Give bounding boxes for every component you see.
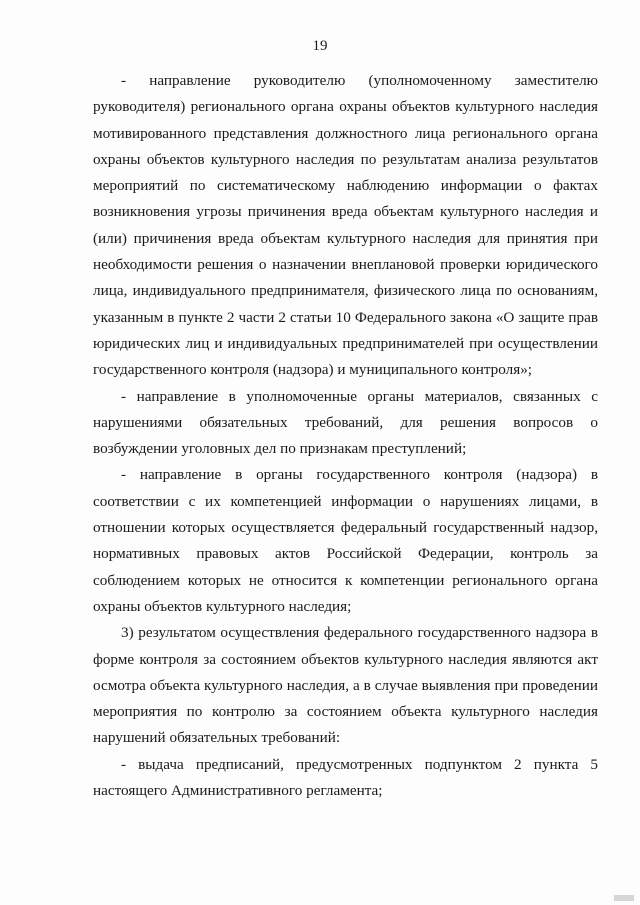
paragraph-referral-materials: - направление в уполномоченные органы материалов, связанных с нарушениями обязательных требований, для решения вопросов о возбуждении уголовных дел по признакам преступлений; <box>93 387 598 458</box>
paragraph-referral-to-head: - направление руководителю (уполномоченному заместителю руководителя) регионального органа охраны объектов культурного наследия мотивированного представления должностного лица регионального органа охраны объектов культурного наследия по результатам анализа результатов мероприятий по систематическому наблюдению информации о фактах возникновения угрозы причинения вреда объектам культурного наследия и (или) причинения вреда объектам культурного наследия для принятия при необходимости решения о назначении внеплановой проверки юридического лица, индивидуального предпринимателя, физического лица по основаниям, указанным в пункте 2 части 2 статьи 10 Федерального закона «О защите прав юридических лиц и индивидуальных предпринимателей при осуществлении государственного контроля (надзора) и муниципального контроля»; <box>93 72 598 379</box>
paragraph-issue-orders: - выдача предписаний, предусмотренных подпунктом 2 пункта 5 настоящего Административного регламента; <box>93 755 598 800</box>
document-body <box>93 68 598 804</box>
page-number: 19 <box>312 38 328 54</box>
paragraph-referral-control-bodies: - направление в органы государственного контроля (надзора) в соответствии с их компетенцией информации о нарушениях лицами, в отношении которых осуществляется федеральный государственный надзор, нормативных правовых актов Российской Федерации, контроль за соблюдением которых не относится к компетенции регионального органа охраны объектов культурного наследия; <box>93 466 598 615</box>
scan-artifact <box>614 895 634 901</box>
paragraph-supervision-result: 3) результатом осуществления федерального государственного надзора в форме контроля за состоянием объектов культурного наследия являются акт осмотра объекта культурного наследия, а в случае выявления при проведении мероприятия по контролю за состоянием объекта культурного наследия нарушений обязательных требований: <box>93 624 598 747</box>
